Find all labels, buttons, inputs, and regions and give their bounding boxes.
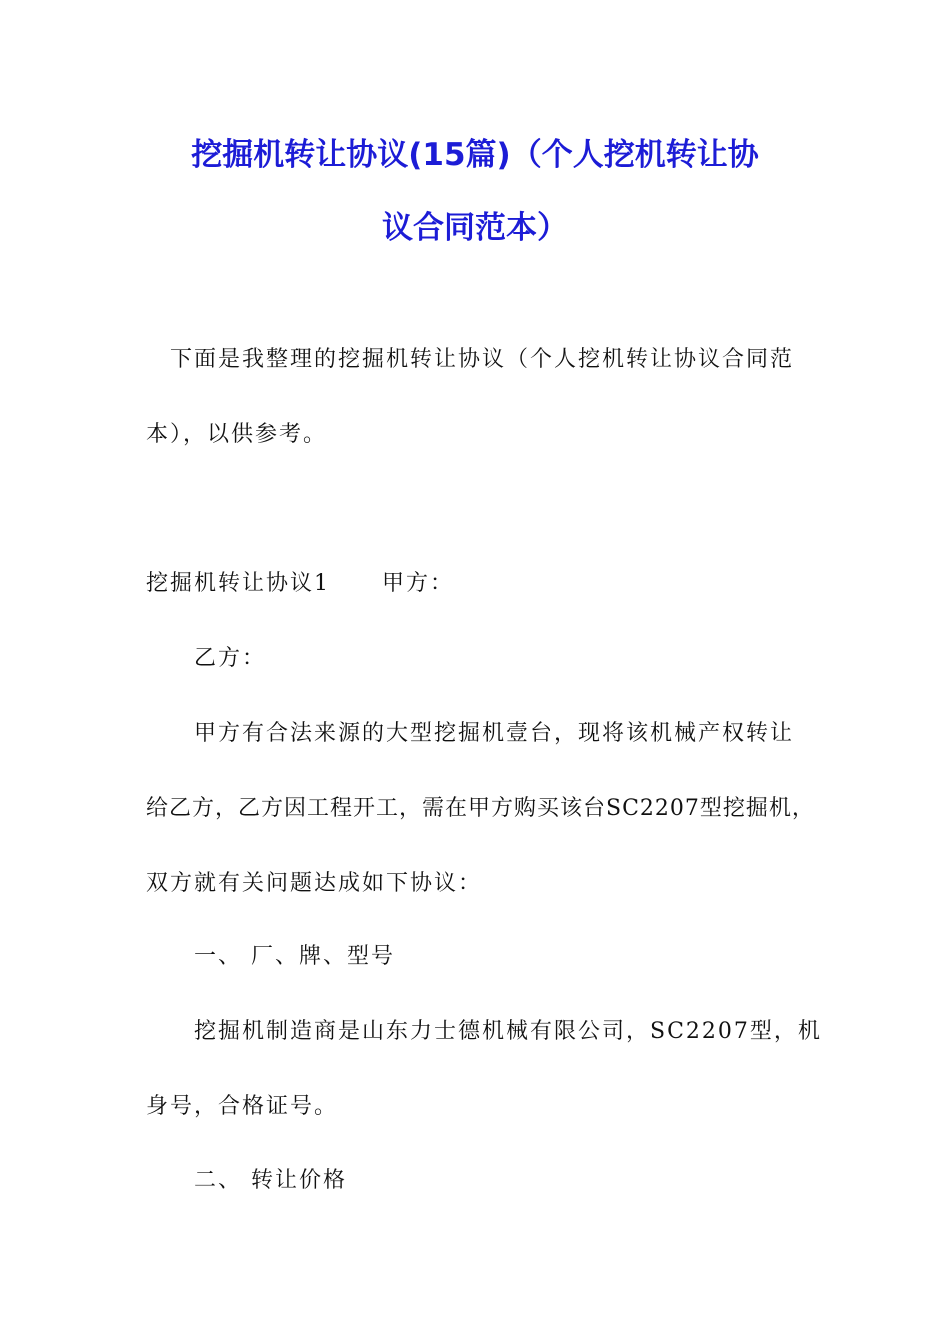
paragraph-1-line-1: 甲方有合法来源的大型挖掘机壹台，现将该机械产权转让 [194, 721, 795, 746]
item-1-line-1: 挖掘机制造商是山东力士德机械有限公司，SC2207型，机 [194, 1019, 822, 1044]
intro-paragraph-line-1: 下面是我整理的挖掘机转让协议（个人挖机转让协议合同范 [170, 347, 795, 372]
intro-paragraph-line-2: 本），以供参考。 [146, 422, 328, 447]
party-a-label: 甲方： [382, 571, 455, 596]
document-title-line-1: 挖掘机转让协议(15篇)（个人挖机转让协 [191, 137, 759, 173]
item-2-heading: 二、 转让价格 [194, 1168, 347, 1193]
agreement-section-title: 挖掘机转让协议1 [146, 571, 330, 596]
paragraph-1-line-3: 双方就有关问题达成如下协议： [146, 871, 483, 896]
agreement-heading-row [146, 569, 454, 599]
item-1-line-2: 身号，合格证号。 [146, 1094, 339, 1119]
item-1-heading: 一、 厂、牌、型号 [194, 944, 395, 969]
document-title-line-2: 议合同范本） [382, 210, 568, 246]
paragraph-1-line-2: 给乙方，乙方因工程开工，需在甲方购买该台SC2207型挖掘机， [146, 796, 815, 821]
party-b-label: 乙方： [194, 646, 267, 671]
